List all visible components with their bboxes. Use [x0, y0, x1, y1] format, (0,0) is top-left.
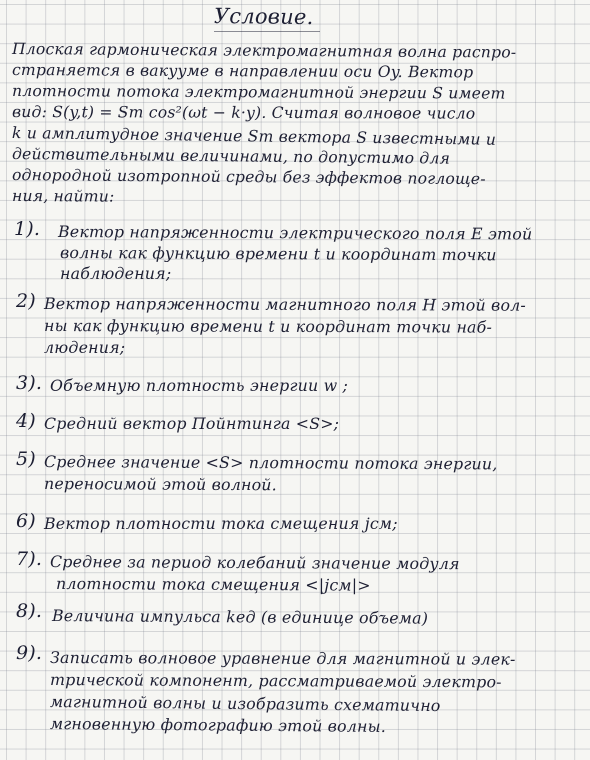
task-6-line: Вектор плотности тока смещения jсм; [44, 514, 398, 533]
task-2-line: ны как функцию времени t и координат точки наб- [43, 316, 493, 337]
task-4-line: Средний вектор Пойнтинга <S>; [44, 414, 340, 433]
intro-line: страняется в вакууме в направлении оси Oy. Вектор [11, 61, 474, 82]
task-1-line: Вектор напряженности электрического поля E этой [57, 222, 533, 244]
intro-line: Плоская гармоническая электромагнитная волна распро- [11, 40, 517, 62]
task-2-line: Вектор напряженности магнитного поля H этой вол- [43, 294, 527, 315]
task-2-number: 2) [16, 290, 36, 312]
intro-line: k и амплитудное значение Sm вектора S известными и [11, 124, 497, 149]
intro-line: действительными величинами, по допустимо для [11, 145, 451, 168]
task-3-number: 3). [16, 372, 43, 394]
task-9-number: 9). [16, 642, 43, 664]
task-9-line: мгновенную фотографию этой волны. [49, 714, 387, 736]
title-underline [214, 31, 320, 32]
task-8-number: 8). [16, 600, 43, 622]
task-7-line: Среднее за период колебаний значение модуля [49, 552, 460, 574]
task-6-number: 6) [16, 510, 36, 532]
task-9-line: магнитной волны и изобразить схематично [49, 692, 441, 716]
task-7-line: плотности тока смещения <|jсм|> [55, 574, 371, 595]
task-5-line: Среднее значение <S> плотности потока энергии, [43, 452, 498, 474]
task-2-line: людения; [44, 338, 126, 357]
page-title: Условие. [213, 4, 314, 30]
task-5-number: 5) [16, 448, 36, 470]
intro-line: однородной изотропной среды без эффектов поглоще- [11, 166, 486, 189]
task-3-line: Объемную плотность энергии w ; [50, 376, 349, 395]
task-9-line: трической компонент, рассматриваемой электро- [49, 670, 502, 692]
task-1-line: волны как функцию времени t и координат точки [59, 243, 497, 265]
task-5-line: переносимой этой волной. [43, 474, 277, 495]
task-8-line: Величина импульса kед (в единице объема) [51, 606, 429, 628]
intro-line: ния, найти: [11, 187, 115, 206]
intro-line: плотности потока электромагнитной энергии S имеет [11, 82, 506, 103]
intro-line: вид: S(y,t) = Sm cos²(ωt − k·y). Считая волновое число [11, 103, 476, 123]
task-9-line: Записать волновое уравнение для магнитной и элек- [49, 648, 516, 669]
task-1-number: 1). [14, 218, 41, 240]
task-4-number: 4) [16, 410, 36, 432]
task-1-line: наблюдения; [60, 264, 172, 283]
task-7-number: 7). [16, 548, 43, 570]
